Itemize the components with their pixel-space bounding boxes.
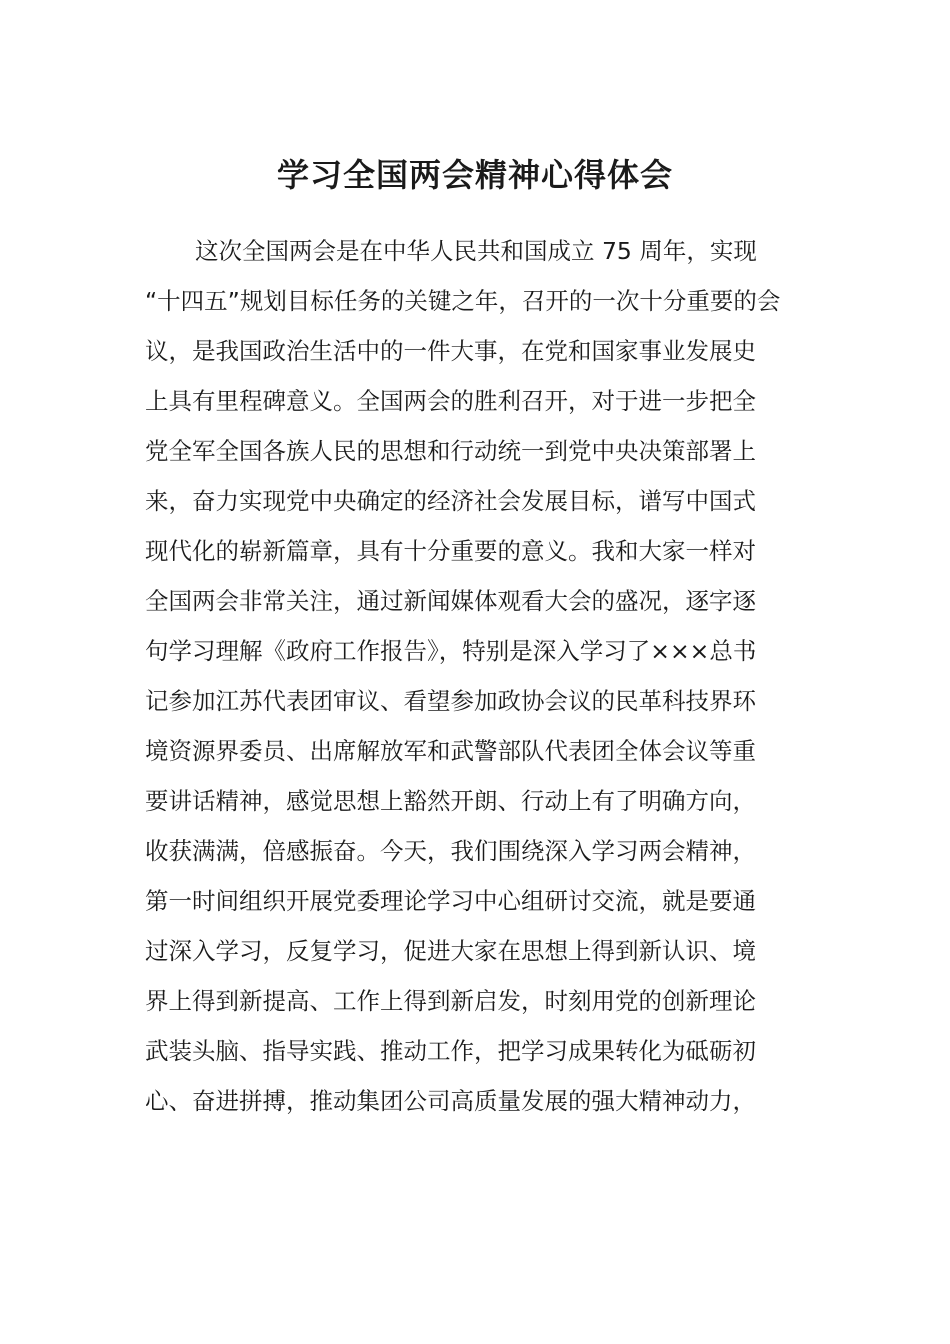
body-line: 过深入学习，反复学习，促进大家在思想上得到新认识、境	[145, 937, 756, 965]
body-line: “十四五”规划目标任务的关键之年，召开的一次十分重要的会	[145, 287, 781, 315]
body-line: 来，奋力实现党中央确定的经济社会发展目标，谱写中国式	[145, 487, 756, 515]
body-paragraph	[145, 226, 810, 1126]
body-line: 界上得到新提高、工作上得到新启发，时刻用党的创新理论	[145, 987, 756, 1015]
body-line: 全国两会非常关注，通过新闻媒体观看大会的盛况，逐字逐	[145, 587, 756, 615]
body-line: 心、奋进拼搏，推动集团公司高质量发展的强大精神动力，	[145, 1087, 756, 1115]
body-line: 这次全国两会是在中华人民共和国成立 75 周年，实现	[195, 237, 757, 265]
body-line: 第一时间组织开展党委理论学习中心组研讨交流，就是要通	[145, 887, 756, 915]
body-line: 上具有里程碑意义。全国两会的胜利召开，对于进一步把全	[145, 387, 756, 415]
body-line: 武装头脑、指导实践、推动工作，把学习成果转化为砥砺初	[145, 1037, 756, 1065]
body-line: 境资源界委员、出席解放军和武警部队代表团全体会议等重	[145, 737, 756, 765]
document-title: 学习全国两会精神心得体会	[276, 156, 673, 194]
body-line: 议，是我国政治生活中的一件大事，在党和国家事业发展史	[145, 337, 756, 365]
body-line: 党全军全国各族人民的思想和行动统一到党中央决策部署上	[145, 437, 756, 465]
body-line: 记参加江苏代表团审议、看望参加政协会议的民革科技界环	[145, 687, 756, 715]
body-line: 要讲话精神，感觉思想上豁然开朗、行动上有了明确方向，	[145, 787, 756, 815]
body-line: 现代化的崭新篇章，具有十分重要的意义。我和大家一样对	[145, 537, 756, 565]
body-line: 收获满满，倍感振奋。今天，我们围绕深入学习两会精神，	[145, 837, 756, 865]
body-line: 句学习理解《政府工作报告》，特别是深入学习了×××总书	[145, 637, 757, 665]
